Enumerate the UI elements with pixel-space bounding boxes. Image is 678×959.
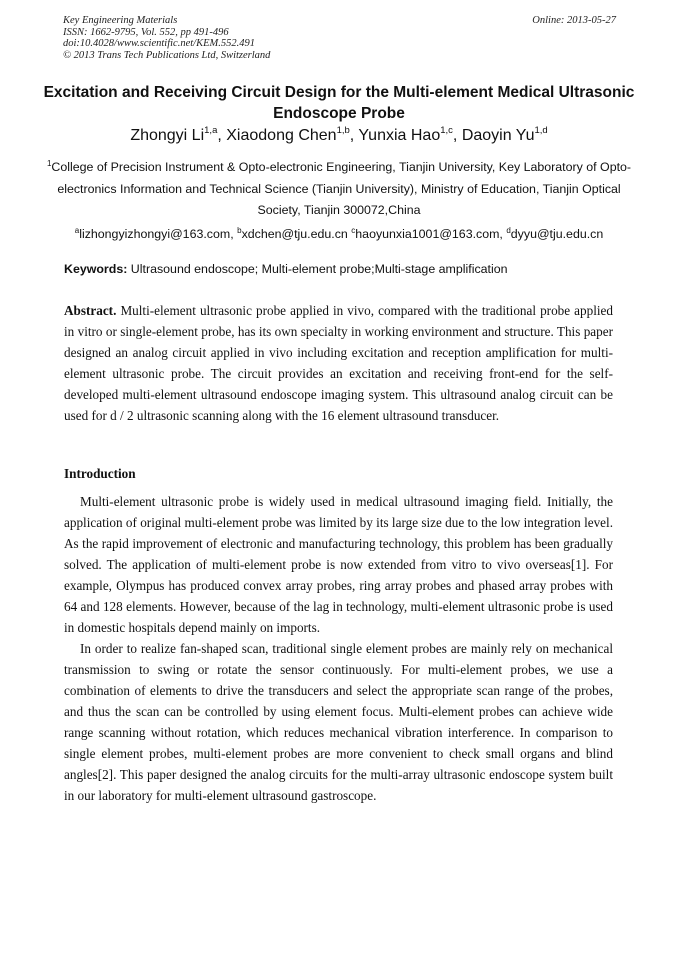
email-address: lizhongyizhongyi@163.com, [79,227,238,241]
issn-line: ISSN: 1662-9795, Vol. 552, pp 491-496 [63,26,229,38]
email-list [40,225,638,243]
abstract-label: Abstract. [64,303,117,318]
affiliation-text: College of Precision Instrument & Opto-electronic Engineering, Tianjin University, Key Laboratory of Opto-electronics Information and Technical Science (Tianjin University), Ministry of Education, Tianjin Optical Society, Tianjin 300072,China [51,160,632,217]
author-separator: , [349,127,359,144]
abstract [64,300,613,426]
section-heading: Introduction [64,466,136,481]
author-separator: , [217,127,227,144]
author-affiliation-marker: 1,c [440,125,453,136]
email-address: haoyunxia1001@163.com, [355,227,507,241]
email-marker: a [74,226,80,235]
email-marker: c [351,226,356,235]
email-marker: d [506,226,511,235]
paragraph: In order to realize fan-shaped scan, traditional single element probes are mainly rely on mechanical transmission to swing or rotate the sensor continuously. For multi-element probes, we use a combination of elements to drive the transducers and select the appropriate scan range of the probes, and thus the scan can be controlled by using element focus. Multi-element probes can achieve wide range scanning without rotation, which reduces mechanical vibration interference. In comparison to single element probes, multi-element probes are more convenient to check small organs and blind angles[2]. This paper designed the analog circuits for the multi-array ultrasonic endoscope system built in our laboratory for multi-element ultrasound gastroscope. [64,641,613,803]
paragraph: Multi-element ultrasonic probe is widely used in medical ultrasound imaging field. Initially, the application of original multi-element probe was limited by its large size due to the low integration level. As the rapid improvement of electronic and manufacturing technology, this problem has been gradually solved. The application of multi-element probe is now extended from vitro to vivo overseas[1]. For example, Olympus has produced convex array probes, ring array probes and phased array probes with 64 and 128 elements. However, because of the lag in technology, multi-element ultrasonic probe is used in domestic hospitals depend mainly on imports. [64,494,613,635]
journal-header [63,15,616,61]
author-name: Xiaodong Chen [226,127,337,144]
author-affiliation-marker: 1,d [534,125,548,136]
keywords [64,260,616,278]
online-date: Online: 2013-05-27 [532,15,616,26]
paper-title: Excitation and Receiving Circuit Design for the Multi-element Medical Ultrasonic Endoscope Probe [43,84,635,122]
author-affiliation-marker: 1,b [336,125,350,136]
author-affiliation-marker: 1,a [204,125,218,136]
copyright-line: © 2013 Trans Tech Publications Ltd, Switzerland [63,49,271,61]
abstract-text: Multi-element ultrasonic probe applied in vivo, compared with the traditional probe applied in vitro or single-element probe, has its own specialty in working environment and structure. This paper designed an analog circuit applied in vivo including excitation and reception amplification for multi-element ultrasonic probe. The circuit provides an excitation and receiving front-end for the self-developed multi-element ultrasound endoscope imaging system. This ultrasound analog circuit can be used for d / 2 ultrasonic scanning along with the 16 element ultrasound transducer. [64,303,613,423]
affiliation-marker: 1 [46,159,52,168]
author-name: Daoyin Yu [461,127,535,144]
journal-name: Key Engineering Materials [63,15,178,26]
author-separator: , [452,127,462,144]
author-list [40,126,638,146]
keywords-label: Keywords: [64,262,128,276]
email-address: dyyu@tju.edu.cn [510,227,604,241]
introduction-body [64,491,613,806]
affiliation [40,157,638,222]
email-marker: b [237,226,242,235]
keywords-text: Ultrasound endoscope; Multi-element probe;Multi-stage amplification [127,262,508,276]
email-address: xdchen@tju.edu.cn [241,227,352,241]
doi-line: doi:10.4028/www.scientific.net/KEM.552.491 [63,38,255,50]
author-name: Yunxia Hao [358,127,441,144]
author-name: Zhongyi Li [130,127,205,144]
